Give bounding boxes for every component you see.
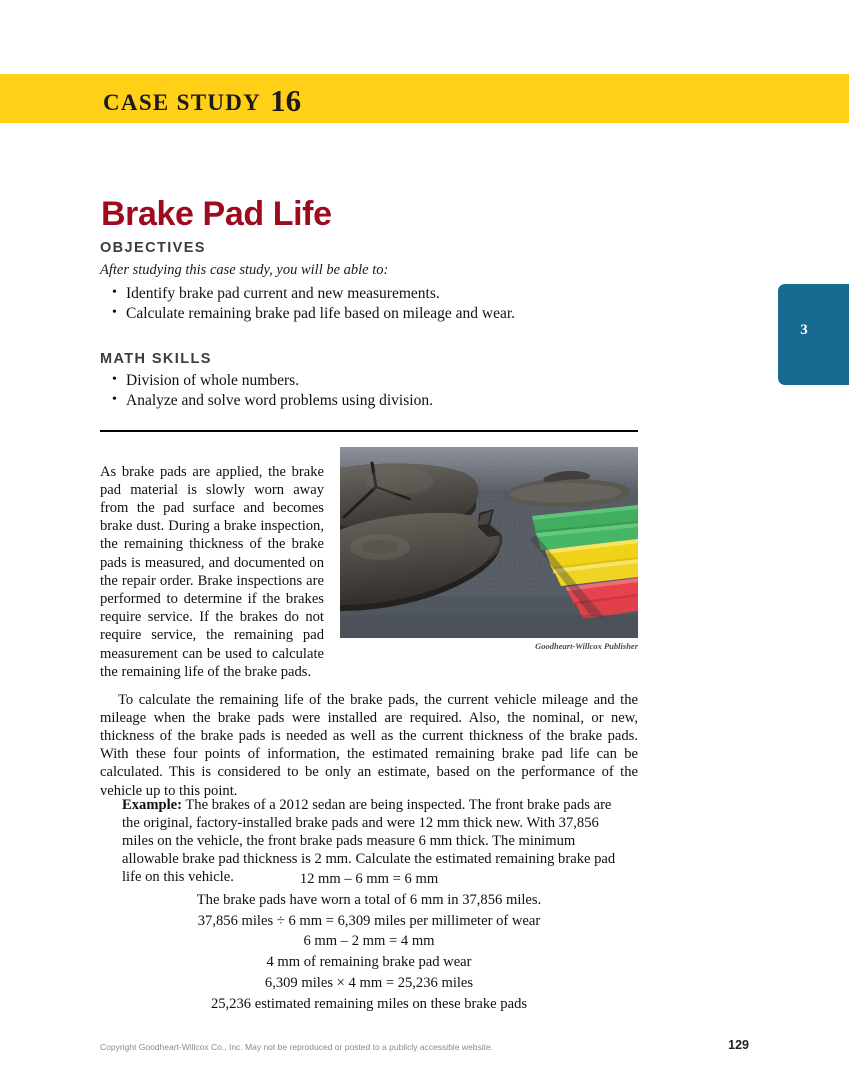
brake-pad-photo	[340, 447, 638, 638]
list-item: • Analyze and solve word problems using division.	[112, 391, 433, 411]
case-study-label	[103, 83, 301, 119]
chapter-thumb-tab	[778, 284, 849, 385]
page-number: 129	[728, 1038, 749, 1052]
calculation-overview-paragraph: To calculate the remaining life of the brake pads, the current vehicle mileage and the mileage when the brake pads were installed are required. Also, the nominal, or new, thickness of the brake pads is needed as well as the current thickness of the brake pads. With these four points of information, the estimated remaining brake pad life can be calculated. This is considered to be only an estimate, based on the performance of the vehicle up to this point.	[100, 691, 638, 799]
chapter-number: 3	[800, 322, 808, 338]
calculation-step: 37,856 miles ÷ 6 mm = 6,309 miles per millimeter of wear	[197, 912, 541, 929]
case-study-banner	[0, 74, 849, 123]
case-study-label-text: CASE STUDY	[103, 90, 262, 115]
footer-copyright: Copyright Goodheart-Willcox Co., Inc. May not be reproduced or posted to a publicly accessible website.	[100, 1042, 494, 1052]
calculation-step: 25,236 estimated remaining miles on these brake pads	[210, 995, 528, 1012]
list-item: • Calculate remaining brake pad life based on mileage and wear.	[112, 304, 515, 324]
photo-credit-caption: Goodheart-Willcox Publisher	[535, 641, 638, 651]
calculation-step: 6,309 miles × 4 mm = 25,236 miles	[264, 974, 474, 991]
section-divider	[100, 430, 638, 432]
page-title: Brake Pad Life	[101, 194, 332, 233]
list-item: • Identify brake pad current and new measurements.	[112, 284, 515, 304]
example-body-text: The brakes of a 2012 sedan are being inspected. The front brake pads are the original, factory-installed brake pads and were 12 mm thick new. With 37,856 miles on the vehicle, the front brake pads measure 6 mm thick. The minimum allowable brake pad thickness is 2 mm. Calculate the estimated remaining brake pad life on this vehicle.	[122, 796, 616, 886]
objectives-heading: OBJECTIVES	[100, 240, 206, 256]
intro-paragraph: As brake pads are applied, the brake pad material is slowly worn away from the pad surface and becomes brake dust. During a brake inspection, the remaining thickness of the brake pads is measured, and documented on the repair order. Brake inspections are performed to determine if the brakes require service. If the brakes do not require service, the remaining pad measurement can be used to calculate the remaining life of the brake pads.	[100, 463, 324, 680]
math-skills-heading: MATH SKILLS	[100, 351, 212, 367]
brake-pad-photo-illustration	[340, 447, 638, 638]
case-study-number: 16	[270, 83, 302, 118]
objectives-intro: After studying this case study, you will be able to:	[100, 262, 389, 278]
calculation-step: 12 mm – 6 mm = 6 mm	[299, 871, 439, 887]
example-label: Example:	[122, 796, 182, 813]
list-item: • Division of whole numbers.	[112, 371, 433, 391]
math-skills-list	[112, 371, 433, 410]
calculation-step: The brake pads have worn a total of 6 mm in 37,856 miles.	[196, 891, 542, 908]
calculation-step: 4 mm of remaining brake pad wear	[266, 954, 472, 971]
objectives-list	[112, 284, 515, 323]
calculation-step: 6 mm – 2 mm = 4 mm	[303, 933, 435, 950]
calculation-steps	[100, 869, 638, 1015]
